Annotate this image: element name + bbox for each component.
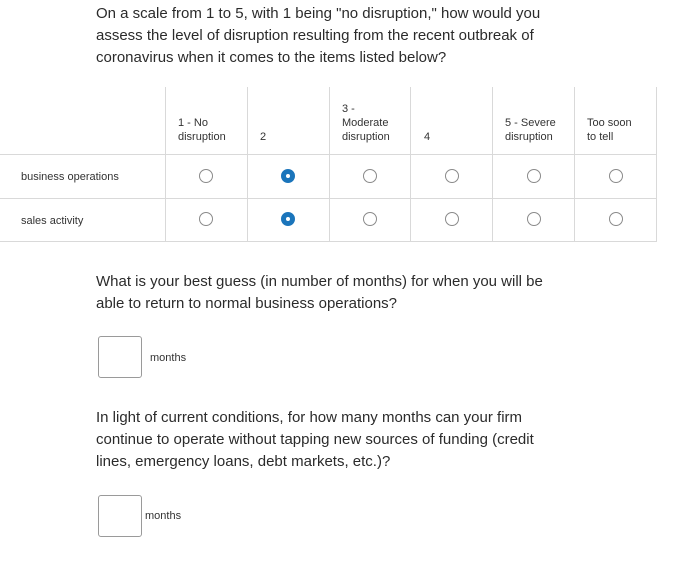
return-months-input[interactable] — [98, 336, 142, 378]
grid-divider — [656, 87, 657, 242]
radio-sales-activity-too-soon[interactable] — [609, 212, 623, 226]
grid-divider — [0, 154, 657, 155]
row-label-business-operations: business operations — [21, 171, 119, 183]
return-months-unit: months — [150, 352, 187, 364]
radio-sales-activity-1[interactable] — [199, 212, 213, 226]
grid-divider — [0, 241, 657, 242]
grid-divider — [492, 87, 493, 242]
radio-business-operations-too-soon[interactable] — [609, 169, 623, 183]
grid-divider — [165, 87, 166, 242]
grid-divider — [247, 87, 248, 242]
column-header-too-soon: Too soon to tell — [587, 117, 632, 143]
question-funding-runway: In light of current conditions, for how many months can your firm continue to operate without tapping new sources of funding (credit lines, emergency loans, debt markets, etc.)? — [96, 409, 534, 470]
grid-divider — [0, 198, 657, 199]
radio-business-operations-1[interactable] — [199, 169, 213, 183]
column-header-5: 5 - Severe disruption — [505, 117, 556, 143]
grid-divider — [410, 87, 411, 242]
column-header-2: 2 — [260, 131, 267, 143]
row-label-sales-activity: sales activity — [21, 215, 84, 227]
radio-business-operations-3[interactable] — [363, 169, 377, 183]
funding-months-input[interactable] — [98, 495, 142, 537]
grid-divider — [329, 87, 330, 242]
column-header-1: 1 - No disruption — [178, 117, 226, 143]
radio-sales-activity-3[interactable] — [363, 212, 377, 226]
radio-business-operations-2[interactable] — [281, 169, 295, 183]
disruption-matrix — [0, 87, 657, 242]
column-header-3: 3 - Moderate disruption — [342, 103, 390, 143]
radio-business-operations-5[interactable] — [527, 169, 541, 183]
radio-sales-activity-5[interactable] — [527, 212, 541, 226]
question-disruption-scale: On a scale from 1 to 5, with 1 being "no disruption," how would you assess the level of disruption resulting from the recent outbreak of coronavirus when it comes to the items listed below? — [96, 5, 541, 66]
radio-sales-activity-4[interactable] — [445, 212, 459, 226]
question-return-to-normal: What is your best guess (in number of months) for when you will be able to return to normal business operations? — [96, 273, 543, 312]
grid-divider — [574, 87, 575, 242]
radio-business-operations-4[interactable] — [445, 169, 459, 183]
column-header-4: 4 — [424, 131, 431, 143]
radio-sales-activity-2[interactable] — [281, 212, 295, 226]
funding-months-unit: months — [145, 510, 182, 522]
